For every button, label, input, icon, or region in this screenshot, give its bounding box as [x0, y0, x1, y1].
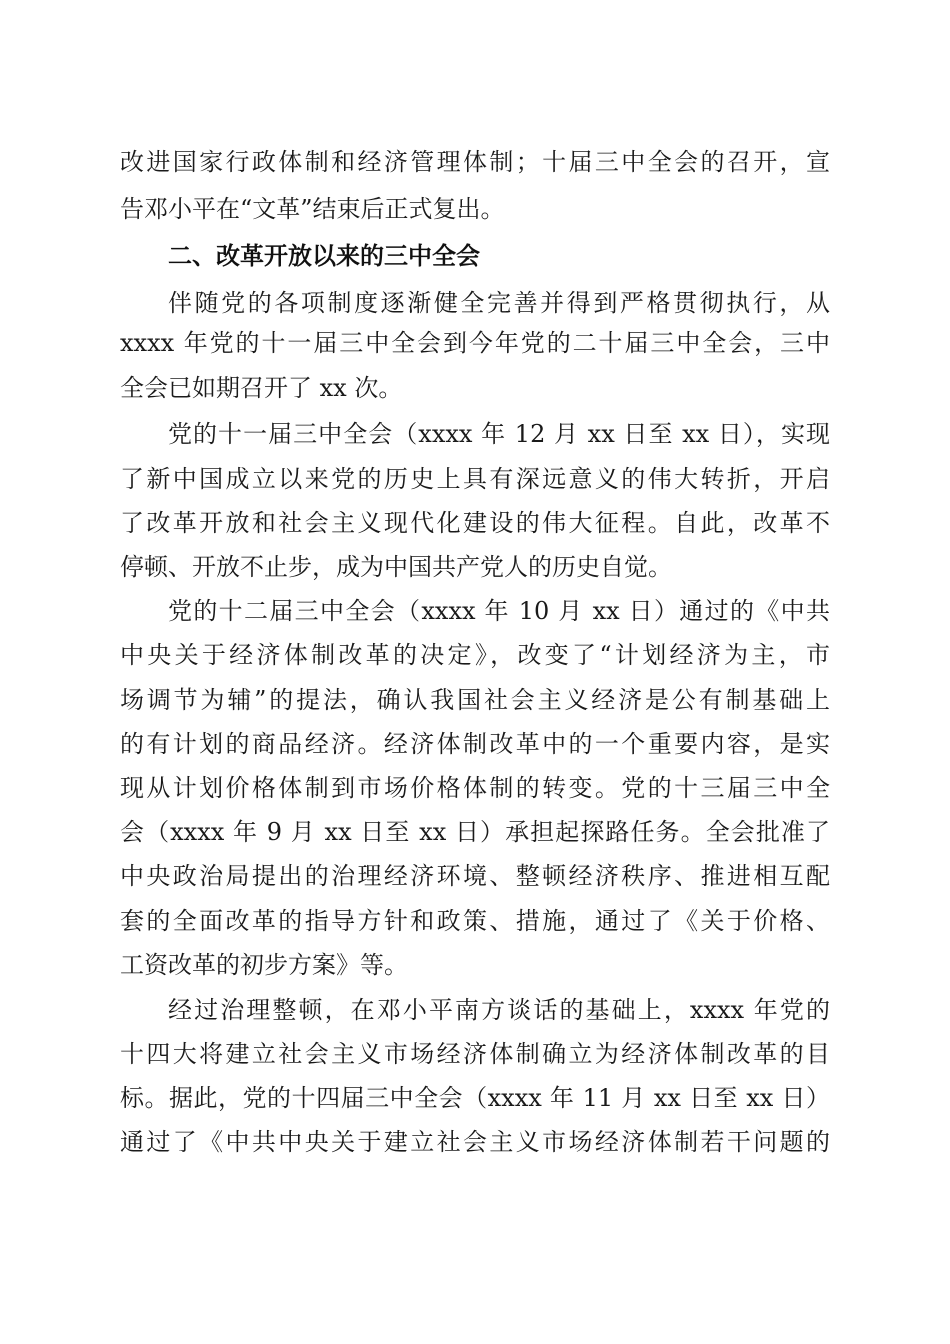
- paragraph-line: 了改革开放和社会主义现代化建设的伟大征程。自此，改革不: [120, 509, 830, 537]
- paragraph-line: 全会已如期召开了 xx 次。: [120, 374, 403, 402]
- paragraph-line: 场调节为辅”的提法，确认我国社会主义经济是公有制基础上: [120, 686, 830, 714]
- section-heading: 二、改革开放以来的三中全会: [168, 242, 480, 270]
- paragraph-line: 告邓小平在“文革”结束后正式复出。: [120, 195, 505, 223]
- paragraph-line: 改进国家行政体制和经济管理体制；十届三中全会的召开，宣: [120, 148, 830, 176]
- paragraph-line: 中央关于经济体制改革的决定》，改变了“计划经济为主，市: [120, 641, 830, 669]
- paragraph-line: 了新中国成立以来党的历史上具有深远意义的伟大转折，开启: [120, 465, 830, 493]
- paragraph-line: 经过治理整顿，在邓小平南方谈话的基础上，xxxx 年党的: [168, 996, 830, 1024]
- paragraph-line: 通过了《中共中央关于建立社会主义市场经济体制若干问题的: [120, 1128, 830, 1156]
- paragraph-line: 党的十二届三中全会（xxxx 年 10 月 xx 日）通过的《中共: [168, 597, 830, 625]
- paragraph-line: 十四大将建立社会主义市场经济体制确立为经济体制改革的目: [120, 1040, 830, 1068]
- paragraph-line: 伴随党的各项制度逐渐健全完善并得到严格贯彻执行，从: [168, 289, 830, 317]
- paragraph-line: 工资改革的初步方案》等。: [120, 951, 408, 979]
- paragraph-line: 现从计划价格体制到市场价格体制的转变。党的十三届三中全: [120, 774, 830, 802]
- paragraph-line: 中央政治局提出的治理经济环境、整顿经济秩序、推进相互配: [120, 862, 830, 890]
- paragraph-line: 的有计划的商品经济。经济体制改革中的一个重要内容，是实: [120, 730, 830, 758]
- paragraph-line: 标。据此，党的十四届三中全会（xxxx 年 11 月 xx 日至 xx 日）: [120, 1084, 830, 1112]
- paragraph-line: xxxx 年党的十一届三中全会到今年党的二十届三中全会，三中: [120, 329, 830, 357]
- paragraph-line: 停顿、开放不止步，成为中国共产党人的历史自觉。: [120, 553, 672, 581]
- paragraph-line: 会（xxxx 年 9 月 xx 日至 xx 日）承担起探路任务。全会批准了: [120, 818, 830, 846]
- paragraph-line: 党的十一届三中全会（xxxx 年 12 月 xx 日至 xx 日），实现: [168, 420, 830, 448]
- paragraph-line: 套的全面改革的指导方针和政策、措施，通过了《关于价格、: [120, 907, 830, 935]
